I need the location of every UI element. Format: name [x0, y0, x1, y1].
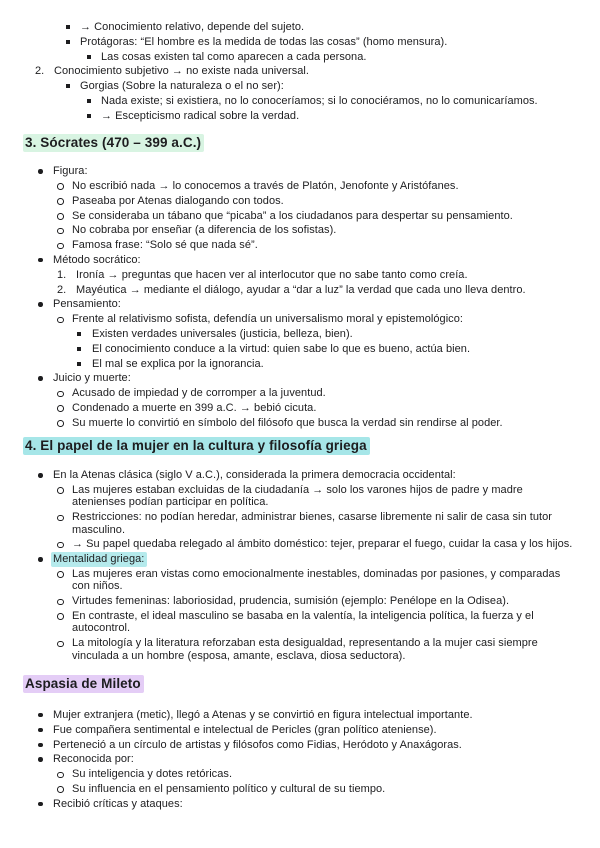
list-item — [0, 313, 576, 325]
list-item — [0, 484, 576, 509]
bullet-marker — [38, 709, 53, 718]
list-item-text: Su influencia en el pensamiento político y cultural de su tiempo. — [72, 782, 386, 795]
list-item — [0, 110, 576, 122]
circle-bullet-icon — [57, 213, 64, 220]
bullet-marker — [57, 210, 72, 220]
list-item — [0, 753, 576, 765]
bullet-marker — [57, 224, 72, 234]
circle-bullet-icon — [57, 243, 64, 250]
bullet-marker — [77, 343, 92, 351]
list-item-text: Mujer extranjera (metic), llegó a Atenas y se convirtió en figura intelectual importante. — [53, 708, 473, 721]
list-item — [0, 239, 576, 251]
list-item — [0, 568, 576, 593]
square-bullet-icon — [87, 114, 91, 118]
bullet-marker — [57, 595, 72, 605]
bullet-marker — [57, 180, 72, 190]
list-item — [0, 595, 576, 607]
list-item-text: La mitología y la literatura reforzaban esta desigualdad, representando a la mujer casi siempre vinculada a un hombre (esposa, amante, esclava, diosa seductora). — [72, 637, 538, 662]
list-item-text: Gorgias (Sobre la naturaleza o el no ser): — [80, 80, 284, 93]
list-item-text: No escribió nada → lo conocemos a través de Platón, Jenofonte y Aristófanes. — [72, 179, 459, 192]
disc-bullet-icon — [38, 757, 43, 762]
circle-bullet-icon — [57, 391, 64, 398]
list-item — [0, 402, 576, 414]
list-item — [0, 210, 576, 222]
list-item — [0, 637, 576, 662]
circle-bullet-icon — [57, 420, 64, 427]
disc-bullet-icon — [38, 743, 43, 748]
list-item-text: Nada existe; si existiera, no lo conoceríamos; si lo conociéramos, no lo comunicaríamos. — [101, 94, 538, 107]
bullet-marker — [38, 798, 53, 807]
bullet-marker — [38, 165, 53, 174]
circle-bullet-icon — [57, 198, 64, 205]
section-heading — [0, 674, 576, 693]
disc-bullet-icon — [38, 258, 43, 263]
list-item-text: Conocimiento subjetivo → no existe nada universal. — [54, 65, 310, 78]
bullet-marker — [38, 372, 53, 381]
highlighted-text: Mentalidad griega: — [51, 552, 147, 567]
bullet-marker — [57, 313, 72, 323]
list-item-text: Su muerte lo convirtió en símbolo del filósofo que busca la verdad sin rendirse al poder. — [72, 416, 503, 429]
bullet-marker — [57, 484, 72, 494]
bullet-marker — [57, 239, 72, 249]
bullet-marker — [57, 195, 72, 205]
circle-bullet-icon — [57, 641, 64, 648]
square-bullet-icon — [77, 362, 81, 366]
list-item — [0, 783, 576, 795]
bullet-marker — [87, 110, 101, 118]
list-item-text: Método socrático: — [53, 253, 141, 266]
bullet-marker — [77, 358, 92, 366]
bullet-marker — [57, 783, 72, 793]
list-item — [0, 768, 576, 780]
bullet-marker — [77, 328, 92, 336]
bullet-marker — [66, 21, 80, 29]
list-item-text: Protágoras: “El hombre es la medida de todas las cosas” (homo mensura). — [80, 35, 448, 48]
circle-bullet-icon — [57, 613, 64, 620]
bullet-marker — [57, 610, 72, 620]
list-item-text: Ironía → preguntas que hacen ver al interlocutor que no sabe tanto como creía. — [76, 268, 468, 281]
list-item-text — [53, 553, 576, 565]
circle-bullet-icon — [57, 599, 64, 606]
disc-bullet-icon — [38, 302, 43, 307]
circle-bullet-icon — [57, 571, 64, 578]
list-item — [0, 610, 576, 635]
list-item-text: Perteneció a un círculo de artistas y filósofos como Fidias, Heródoto y Anaxágoras. — [53, 738, 462, 751]
list-item — [0, 269, 576, 281]
list-item-text: En contraste, el ideal masculino se basaba en la valentía, la inteligencia política, la fuerza y el autocontrol. — [72, 609, 534, 635]
square-bullet-icon — [66, 40, 70, 44]
list-item-text: Las mujeres estaban excluidas de la ciudadanía → solo los varones hijos de padre y madre atenienses podían participar en política. — [72, 483, 523, 509]
list-item — [0, 65, 576, 77]
list-item — [0, 417, 576, 429]
list-item-text: Virtudes femeninas: laboriosidad, prudencia, sumisión (ejemplo: Penélope en la Odisea). — [72, 595, 510, 608]
circle-bullet-icon — [57, 317, 64, 324]
list-item-text: Juicio y muerte: — [53, 372, 131, 385]
bullet-marker — [38, 469, 53, 478]
list-item-text: → Su papel quedaba relegado al ámbito doméstico: tejer, preparar el fuego, cuidar la casa y los hijos. — [72, 538, 573, 551]
bullet-marker — [38, 724, 53, 733]
list-item-text: Restricciones: no podían heredar, administrar bienes, casarse libremente ni salir de casa sin tutor masculino. — [72, 511, 553, 536]
list-item-text: Frente al relativismo sofista, defendía un universalismo moral y epistemológico: — [72, 313, 464, 326]
bullet-marker — [87, 95, 101, 103]
list-item-text: Su inteligencia y dotes retóricas. — [72, 768, 233, 781]
list-item-text: En la Atenas clásica (siglo V a.C.), considerada la primera democracia occidental: — [53, 469, 456, 482]
disc-bullet-icon — [38, 728, 43, 733]
circle-bullet-icon — [57, 405, 64, 412]
number-marker: 1. — [57, 268, 67, 281]
square-bullet-icon — [66, 84, 70, 88]
list-item-text: El mal se explica por la ignorancia. — [92, 357, 264, 370]
list-item-text: Figura: — [53, 165, 88, 178]
section-heading-text: 3. Sócrates (470 – 399 a.C.) — [23, 134, 204, 152]
bullet-marker — [57, 637, 72, 647]
number-marker: 2. — [35, 65, 45, 78]
circle-bullet-icon — [57, 772, 64, 779]
disc-bullet-icon — [38, 376, 43, 381]
section-heading — [0, 436, 576, 455]
list-item — [0, 180, 576, 192]
list-item — [0, 739, 576, 751]
circle-bullet-icon — [57, 183, 64, 190]
disc-bullet-icon — [38, 802, 43, 807]
list-item — [0, 724, 576, 736]
list-item — [0, 372, 576, 384]
disc-bullet-icon — [38, 473, 43, 478]
list-item — [0, 511, 576, 536]
list-item — [0, 343, 576, 355]
list-item — [0, 254, 576, 266]
list-item — [0, 553, 576, 565]
list-item-text: Recibió críticas y ataques: — [53, 797, 183, 810]
list-item — [0, 21, 576, 33]
list-item — [0, 298, 576, 310]
disc-bullet-icon — [38, 713, 43, 718]
list-item — [0, 387, 576, 399]
number-marker: 2. — [57, 283, 67, 296]
list-item-text: Reconocida por: — [53, 753, 134, 766]
bullet-marker — [57, 402, 72, 412]
section-heading — [0, 133, 576, 152]
list-item — [0, 798, 576, 810]
circle-bullet-icon — [57, 228, 64, 235]
disc-bullet-icon — [38, 169, 43, 174]
bullet-marker — [57, 768, 72, 778]
list-item — [0, 538, 576, 550]
list-item — [0, 51, 576, 63]
square-bullet-icon — [77, 332, 81, 336]
square-bullet-icon — [87, 99, 91, 103]
list-item — [0, 80, 576, 92]
bullet-marker — [38, 739, 53, 748]
list-item-text: El conocimiento conduce a la virtud: quien sabe lo que es bueno, actúa bien. — [92, 342, 471, 355]
list-item-text: Mayéutica → mediante el diálogo, ayudar a “dar a luz” la verdad que cada uno lleva dentro. — [76, 283, 526, 296]
circle-bullet-icon — [57, 786, 64, 793]
list-item — [0, 224, 576, 236]
list-item-text: Existen verdades universales (justicia, belleza, bien). — [92, 327, 353, 340]
bullet-marker — [87, 51, 101, 59]
list-item-text: Condenado a muerte en 399 a.C. → bebió cicuta. — [72, 401, 317, 414]
notes-content — [0, 21, 576, 810]
list-item-text: Pensamiento: — [53, 298, 121, 311]
list-item-text: Acusado de impiedad y de corromper a la juventud. — [72, 387, 326, 400]
bullet-marker — [38, 298, 53, 307]
list-item — [0, 328, 576, 340]
bullet-marker — [57, 387, 72, 397]
bullet-marker — [66, 80, 80, 88]
list-item — [0, 709, 576, 721]
square-bullet-icon — [77, 347, 81, 351]
section-heading-text: Aspasia de Mileto — [23, 675, 144, 693]
list-item — [0, 36, 576, 48]
list-item-text: Fue compañera sentimental e intelectual de Pericles (gran político ateniense). — [53, 723, 437, 736]
list-item-text: → Conocimiento relativo, depende del sujeto. — [80, 21, 305, 33]
square-bullet-icon — [87, 55, 91, 59]
list-item-text: No cobraba por enseñar (a diferencia de los sofistas). — [72, 224, 337, 237]
list-item — [0, 469, 576, 481]
list-item — [0, 95, 576, 107]
list-item — [0, 195, 576, 207]
list-item-text: Las mujeres eran vistas como emocionalmente inestables, dominadas por pasiones, y comparadas con niños. — [72, 567, 561, 593]
list-item — [0, 358, 576, 370]
square-bullet-icon — [66, 25, 70, 29]
circle-bullet-icon — [57, 515, 64, 522]
section-heading-text: 4. El papel de la mujer en la cultura y filosofía griega — [23, 437, 370, 455]
bullet-marker — [38, 753, 53, 762]
bullet-marker — [57, 568, 72, 578]
list-item-text: Famosa frase: “Solo sé que nada sé”. — [72, 239, 258, 252]
bullet-marker — [57, 417, 72, 427]
list-item — [0, 165, 576, 177]
bullet-marker — [57, 511, 72, 521]
disc-bullet-icon — [38, 557, 43, 562]
list-item-text: Las cosas existen tal como aparecen a cada persona. — [101, 50, 367, 63]
bullet-marker — [38, 254, 53, 263]
list-item-text: Se consideraba un tábano que “picaba” a los ciudadanos para despertar su pensamiento. — [72, 209, 513, 222]
circle-bullet-icon — [57, 487, 64, 494]
list-item — [0, 284, 576, 296]
list-item-text: Paseaba por Atenas dialogando con todos. — [72, 194, 284, 207]
list-item-text: → Escepticismo radical sobre la verdad. — [101, 109, 300, 122]
bullet-marker — [66, 36, 80, 44]
bullet-marker — [57, 538, 72, 548]
circle-bullet-icon — [57, 542, 64, 549]
